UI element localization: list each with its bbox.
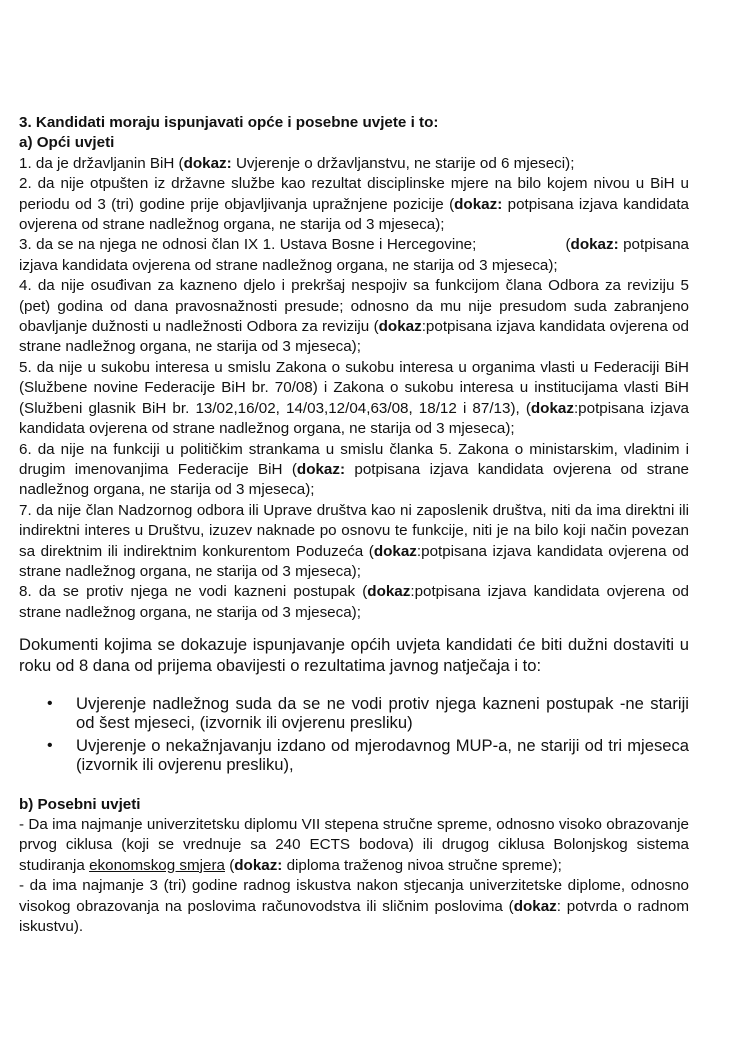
condition-item-2: 2. da nije otpušten iz državne službe kao rezultat disciplinske mjere na bilo kojem nivou u BiH u periodu od 3 (tri) godine prije objavljivanja upražnjene pozicije (dokaz: potpisana izjava kandidata ovjerena od strane nadležnog organa, ne starija od 3 mjeseca);: [19, 175, 689, 234]
condition-item-1: 1. da je državljanin BiH (dokaz: Uvjerenje o državljanstvu, ne starije od 6 mjeseci);: [19, 154, 575, 172]
section-3: [19, 113, 689, 623]
special-item-2: - da ima najmanje 3 (tri) godine radnog iskustva nakon stjecanja univerzitetske diplome, odnosno visokog obrazovanja na poslovima računovodstva ili sličnim poslovima (dokaz: potvrda o radnom iskustvu).: [19, 877, 689, 936]
section-heading: 3. Kandidati moraju ispunjavati opće i posebne uvjete i to:: [19, 114, 439, 131]
condition-item-4: 4. da nije osuđivan za kazneno djelo i prekršaj nespojiv sa funkcijom člana Odbora za reviziju 5 (pet) godina od dana pravosnažnosti presude; odnosno da mu nije presudom suda zabranjeno obavljanje dužnosti u nadležnosti Odbora za reviziju (dokaz:potpisana izjava kandidata ovjerena od strane nadležnog organa, ne starija od 3 mjeseca);: [19, 277, 689, 356]
special-conditions-heading: b) Posebni uvjeti: [19, 795, 141, 813]
special-conditions: [19, 795, 689, 938]
condition-item-8: 8. da se protiv njega ne vodi kazneni postupak (dokaz:potpisana izjava kandidata ovjerena od strane nadležnog organa, ne starija od 3 mjeseca);: [19, 583, 689, 621]
condition-item-6: 6. da nije na funkciji u političkim strankama u smislu članka 5. Zakona o ministarskim, vladinim i drugim imenovanjima Federacije BiH (dokaz: potpisana izjava kandidata ovjerena od strane nadležnog organa, ne starija od 3 mjeseca);: [19, 440, 689, 499]
documents-list: [19, 694, 689, 775]
list-item: • Uvjerenje o nekažnjavanju izdano od mjerodavnog MUP-a, ne stariji od tri mjeseca (izvornik ili ovjerenu presliku),: [47, 735, 689, 775]
bullet-icon: •: [47, 694, 53, 712]
list-item: • Uvjerenje nadležnog suda da se ne vodi protiv njega kazneni postupak -ne stariji od šest mjeseci, (izvornik ili ovjerenu presliku): [47, 693, 689, 733]
documents-intro: Dokumenti kojima se dokazuje ispunjavanje općih uvjeta kandidati će biti dužni dostaviti u roku od 8 dana od prijema obavijesti o rezultatima javnog natječaja i to:: [19, 635, 689, 675]
bullet-icon: •: [47, 736, 53, 754]
condition-item-5: 5. da nije u sukobu interesa u smislu Zakona o sukobu interesa u organima vlasti u Federaciji BiH (Službene novine Federacije BiH br. 70/08) i Zakona o sukobu interesa u institucijama vlasti BiH (Službeni glasnik BiH br. 13/02,16/02, 14/03,12/04,63/08, 18/12 i 87/13), (dokaz:potpisana izjava kandidata ovjerena od strane nadležnog organa, ne starija od 3 mjeseca);: [19, 358, 689, 438]
general-conditions-heading: a) Opći uvjeti: [19, 134, 115, 152]
special-item-1: - Da ima najmanje univerzitetsku diplomu VII stepena stručne spreme, odnosno visoko obrazovanje prvog ciklusa (koji se vrednuje sa 240 ECTS bodova) ili drugog ciklusa Bolonjskog sistema studiranja ekonomskog smjera (dokaz: diploma traženog nivoa stručne spreme);: [19, 816, 689, 874]
condition-item-7: 7. da nije član Nadzornog odbora ili Uprave društva kao ni zaposlenik društva, niti da ima direktni ili indirektni interes u Društvu, izuzev naknade po osnovu te funkcije, niti je na bilo koji način povezan sa direktnim ili indirektnim konkurentom Poduzeća (dokaz:potpisana izjava kandidata ovjerena od strane nadležnog organa, ne starija od 3 mjeseca);: [19, 501, 689, 580]
document-body: [19, 113, 689, 937]
condition-item-3: 3. da se na njega ne odnosi član IX 1. Ustava Bosne i Hercegovine; (dokaz: potpisana izjava kandidata ovjerena od strane nadležnog organa, ne starija od 3 mjeseca);: [19, 236, 689, 274]
